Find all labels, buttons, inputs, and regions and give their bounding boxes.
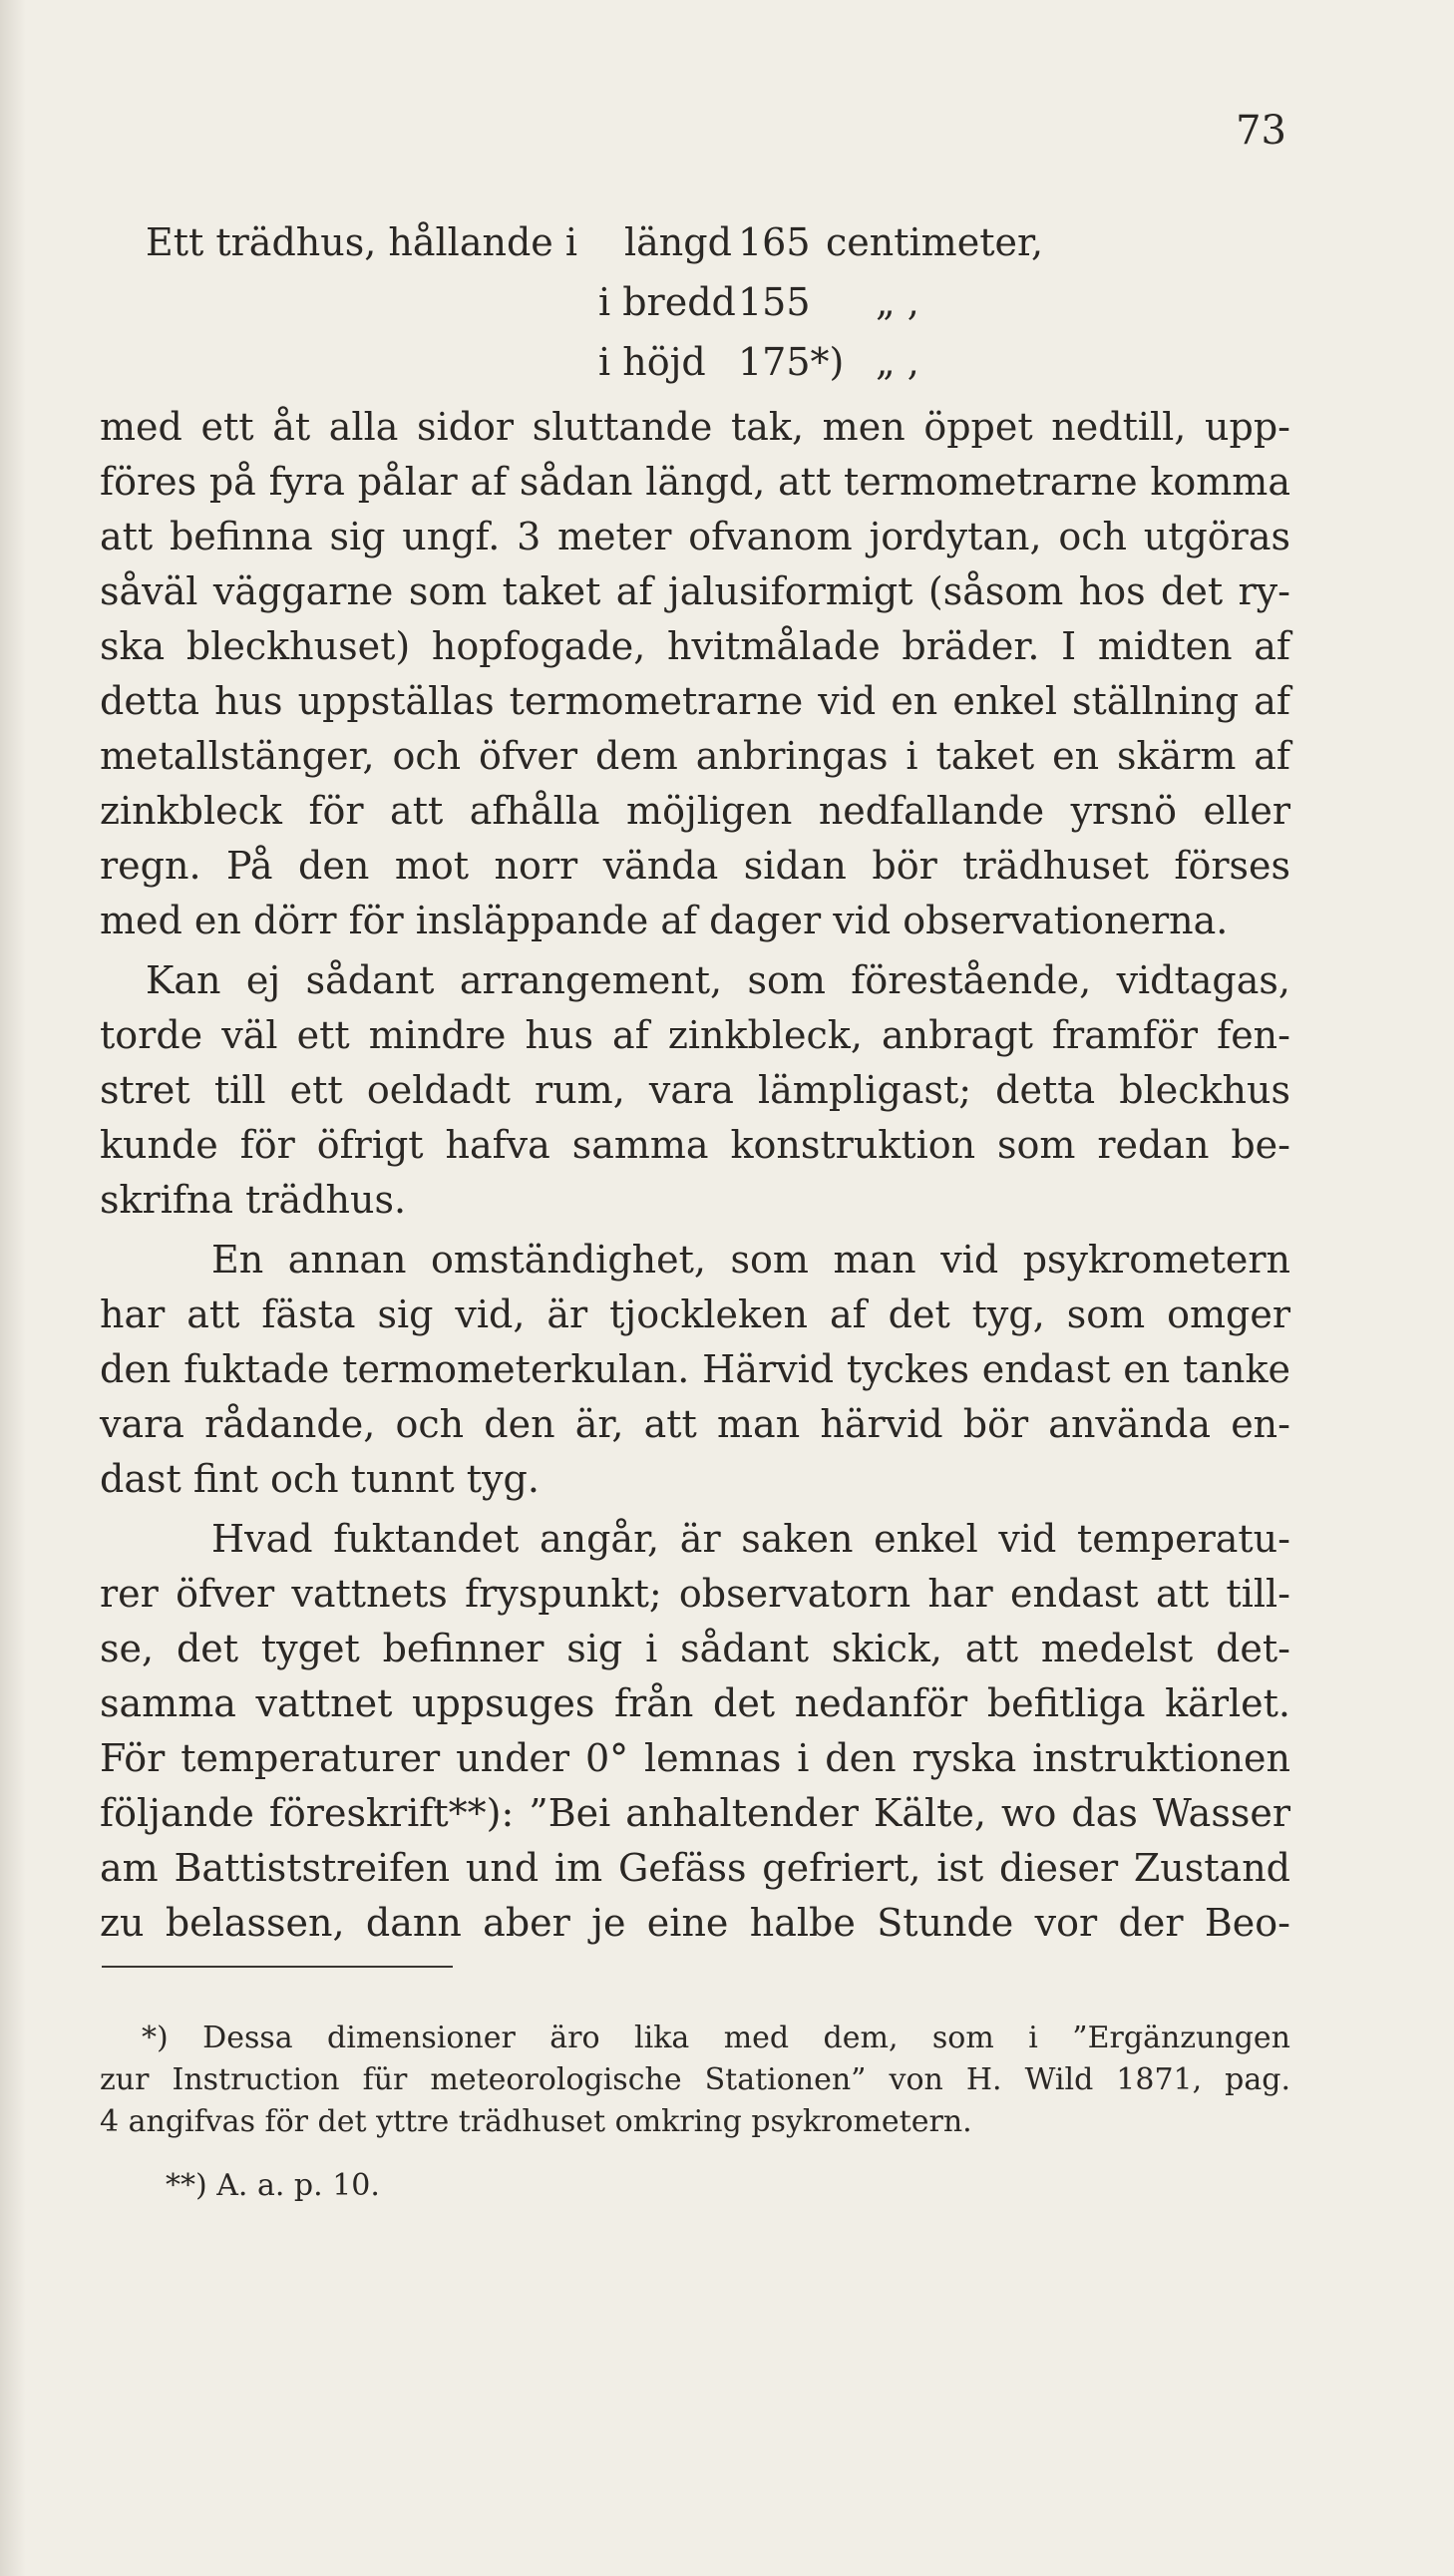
page-number: 73 bbox=[1236, 108, 1286, 154]
body-line: Kan ej sådant arrangement, som förestående, vidtagas, bbox=[146, 958, 1290, 1002]
body-line: regn. På den mot norr vända sidan bör trädhuset förses bbox=[100, 844, 1290, 888]
footnote-divider bbox=[102, 1966, 453, 1968]
body-line: såväl väggarne som taket af jalusiformigt (såsom hos det ry- bbox=[100, 569, 1290, 613]
body-line: att befinna sig ungf. 3 meter ofvanom jordytan, och utgöras bbox=[100, 515, 1290, 558]
body-line: För temperaturer under 0° lemnas i den ryska instruktionen bbox=[100, 1736, 1290, 1780]
body-line: zinkbleck för att afhålla möjligen nedfallande yrsnö eller bbox=[100, 789, 1290, 833]
dimension-row bbox=[0, 277, 1454, 327]
body-line: skrifna trädhus. bbox=[100, 1178, 407, 1222]
dimension-value: 155 bbox=[738, 280, 811, 324]
dimension-value: 165 bbox=[738, 220, 811, 264]
footnote-line: **) A. a. p. 10. bbox=[166, 2168, 380, 2203]
body-line: torde väl ett mindre hus af zinkbleck, anbragt framför fen- bbox=[100, 1013, 1290, 1057]
body-line: zu belassen, dann aber je eine halbe Stunde vor der Beo- bbox=[100, 1901, 1290, 1945]
body-line: En annan omständighet, som man vid psykrometern bbox=[211, 1238, 1290, 1282]
body-line: samma vattnet uppsuges från det nedanför befitliga kärlet. bbox=[100, 1681, 1290, 1725]
body-line: med ett åt alla sidor sluttande tak, men öppet nedtill, upp- bbox=[100, 405, 1290, 449]
body-line: kunde för öfrigt hafva samma konstruktion som redan be- bbox=[100, 1123, 1290, 1167]
body-line: Hvad fuktandet angår, är saken enkel vid temperatu- bbox=[211, 1517, 1290, 1561]
dimension-value: 175*) bbox=[738, 340, 845, 384]
dimension-row bbox=[0, 217, 1454, 267]
body-line: stret till ett oeldadt rum, vara lämpligast; detta bleckhus bbox=[100, 1068, 1290, 1112]
footnote-line: zur Instruction für meteorologische Stationen” von H. Wild 1871, pag. bbox=[100, 2062, 1290, 2097]
body-line: med en dörr för insläppande af dager vid observationerna. bbox=[100, 899, 1229, 942]
footnote-line: *) Dessa dimensioner äro lika med dem, som i ”Ergänzungen bbox=[142, 2021, 1290, 2055]
body-line: följande föreskrift**): ”Bei anhaltender Kälte, wo das Wasser bbox=[100, 1791, 1290, 1835]
dimension-measure: längd bbox=[624, 220, 732, 264]
body-line: rer öfver vattnets fryspunkt; observatorn har endast att till- bbox=[100, 1572, 1290, 1616]
body-line: am Battiststreifen und im Gefäss gefriert, ist dieser Zustand bbox=[100, 1846, 1290, 1890]
footnote-line: 4 angifvas för det yttre trädhuset omkring psykrometern. bbox=[100, 2104, 972, 2139]
body-line: dast fint och tunnt tyg. bbox=[100, 1457, 540, 1501]
dimension-measure: i bredd bbox=[598, 280, 736, 324]
dimension-label: Ett trädhus, hållande i bbox=[146, 220, 577, 264]
body-line: vara rådande, och den är, att man härvid bör använda en- bbox=[100, 1402, 1290, 1446]
body-line: ska bleckhuset) hopfogade, hvitmålade bräder. I midten af bbox=[100, 624, 1290, 668]
body-line: detta hus uppställas termometrarne vid en enkel ställning af bbox=[100, 679, 1290, 723]
dimension-unit: „ , bbox=[876, 340, 919, 384]
body-line: se, det tyget befinner sig i sådant skick, att medelst det- bbox=[100, 1627, 1290, 1670]
body-line: föres på fyra pålar af sådan längd, att termometrarne komma bbox=[100, 460, 1290, 504]
dimension-unit: centimeter, bbox=[826, 220, 1044, 264]
dimension-row bbox=[0, 337, 1454, 387]
body-line: metallstänger, och öfver dem anbringas i taket en skärm af bbox=[100, 734, 1290, 778]
dimension-measure: i höjd bbox=[598, 340, 706, 384]
body-line: har att fästa sig vid, är tjockleken af det tyg, som omger bbox=[100, 1292, 1290, 1336]
body-line: den fuktade termometerkulan. Härvid tyckes endast en tanke bbox=[100, 1347, 1290, 1391]
dimension-unit: „ , bbox=[876, 280, 919, 324]
